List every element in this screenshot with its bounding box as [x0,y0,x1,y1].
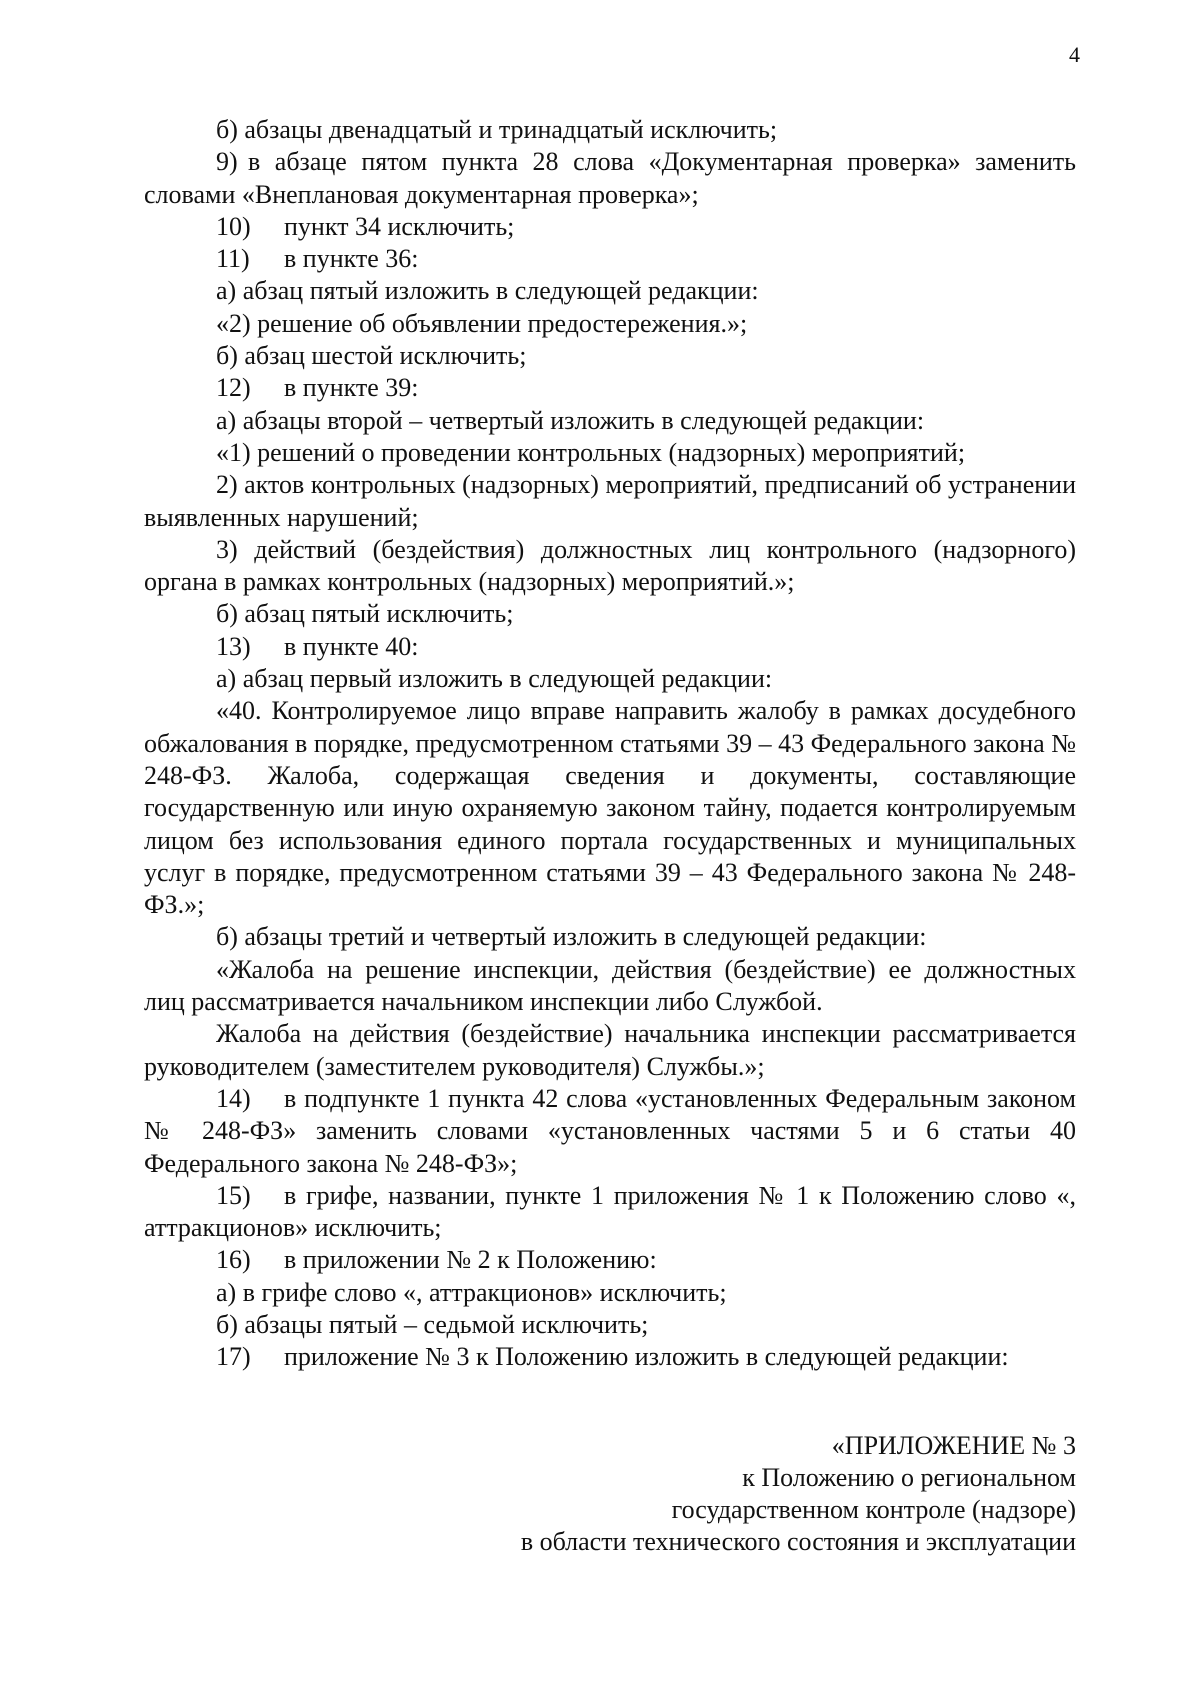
paragraph-text: «40. Контролируемое лицо вправе направить жалобу в рамках досудебного обжалования в порядке, предусмотренном статьями 39 – 43 Федерального закона № 248-ФЗ. Жалоба, содержащая сведения и документы, составляющие государственную или иную охраняемую законом тайну, подается контролируемым лицом без использования единого портала государственных и муниципальных услуг в порядке, предусмотренном статьями 39 – 43 Федерального закона № 248-ФЗ.»; [144,696,1077,920]
paragraph-text: в пункте 36: [284,244,419,274]
stamp-line: государственном контроле (надзоре) [671,1495,1076,1525]
paragraph-text: приложение № 3 к Положению изложить в следующей редакции: [284,1342,1009,1372]
paragraph [144,534,1076,599]
paragraph [144,469,1076,534]
section-spacer [144,1374,1076,1430]
paragraph [144,598,1076,630]
paragraph-text: в подпункте 1 пункта 42 слова «установленных Федеральным законом № 248-ФЗ» заменить словами «установленных частями 5 и 6 статьи 40 Федерального закона № 248-ФЗ»; [144,1083,1076,1178]
numbered-item [144,146,1076,211]
paragraph [144,1277,1076,1309]
paragraph-text: а) абзац пятый изложить в следующей редакции: [216,276,759,306]
paragraph-text: в пункте 40: [284,631,419,661]
paragraph [144,405,1076,437]
paragraph [144,954,1076,1019]
paragraph-text: в абзаце пятом пункта 28 слова «Документарная проверка» заменить словами «Внеплановая документарная проверка»; [144,147,1076,209]
paragraph [144,308,1076,340]
appendix-stamp [144,1430,1076,1559]
item-number: 11) [216,244,250,274]
paragraph-text: Жалоба на действия (бездействие) начальника инспекции рассматривается руководителем (заместителем руководителя) Службы.»; [144,1019,1076,1081]
item-number: 15) [216,1180,251,1210]
numbered-item [144,211,1076,243]
numbered-item [144,372,1076,404]
stamp-line: в области технического состояния и эксплуатации [520,1527,1076,1557]
numbered-item [144,631,1076,663]
numbered-item [144,243,1076,275]
paragraph-text: пункт 34 исключить; [284,211,515,241]
paragraph-text: «Жалоба на решение инспекции, действия (бездействие) ее должностных лиц рассматривается начальником инспекции либо Службой. [144,954,1076,1017]
item-number: 9) [216,147,238,177]
document-body [144,114,1076,1559]
paragraph-text: б) абзац шестой исключить; [216,341,527,371]
stamp-line: к Положению о региональном [742,1462,1076,1492]
paragraph-text: в приложении № 2 к Положению: [284,1245,657,1275]
item-number: 14) [216,1083,251,1113]
paragraph-text: в пункте 39: [284,373,419,403]
paragraph-list [144,114,1076,1374]
paragraph-text: б) абзацы пятый – седьмой исключить; [216,1309,649,1339]
paragraph [144,437,1076,469]
paragraph-text: в грифе, названии, пункте 1 приложения № 1 к Положению слово «, аттракционов» исключить; [144,1180,1076,1243]
paragraph [144,695,1076,921]
paragraph [144,663,1076,695]
page-number: 4 [1069,42,1080,67]
paragraph [144,340,1076,372]
numbered-item [144,1180,1076,1245]
paragraph-text: а) в грифе слово «, аттракционов» исключить; [216,1277,727,1307]
item-number: 17) [216,1342,251,1372]
item-number: 13) [216,631,251,661]
paragraph-text: 2) актов контрольных (надзорных) мероприятий, предписаний об устранении выявленных нарушений; [144,470,1076,532]
paragraph-text: «1) решений о проведении контрольных (надзорных) мероприятий; [216,437,966,467]
paragraph-text: б) абзацы третий и четвертый изложить в следующей редакции: [216,922,927,952]
paragraph-text: «2) решение об объявлении предостережения.»; [216,308,748,338]
item-number: 10) [216,211,251,241]
numbered-item [144,1083,1076,1180]
item-number: 12) [216,373,251,403]
paragraph-text: а) абзац первый изложить в следующей редакции: [216,664,773,694]
paragraph [144,1309,1076,1341]
numbered-item [144,1341,1076,1373]
item-number: 16) [216,1245,251,1275]
paragraph-text: б) абзац пятый исключить; [216,599,514,629]
paragraph [144,275,1076,307]
paragraph [144,1018,1076,1083]
paragraph-text: а) абзацы второй – четвертый изложить в следующей редакции: [216,405,925,435]
numbered-item [144,1244,1076,1276]
paragraph-text: 3) действий (бездействия) должностных лиц контрольного (надзорного) органа в рамках контрольных (надзорных) мероприятий.»; [144,534,1076,597]
stamp-line: «ПРИЛОЖЕНИЕ № 3 [831,1430,1076,1460]
paragraph [144,921,1076,953]
paragraph [144,114,1076,146]
paragraph-text: б) абзацы двенадцатый и тринадцатый исключить; [216,115,778,144]
